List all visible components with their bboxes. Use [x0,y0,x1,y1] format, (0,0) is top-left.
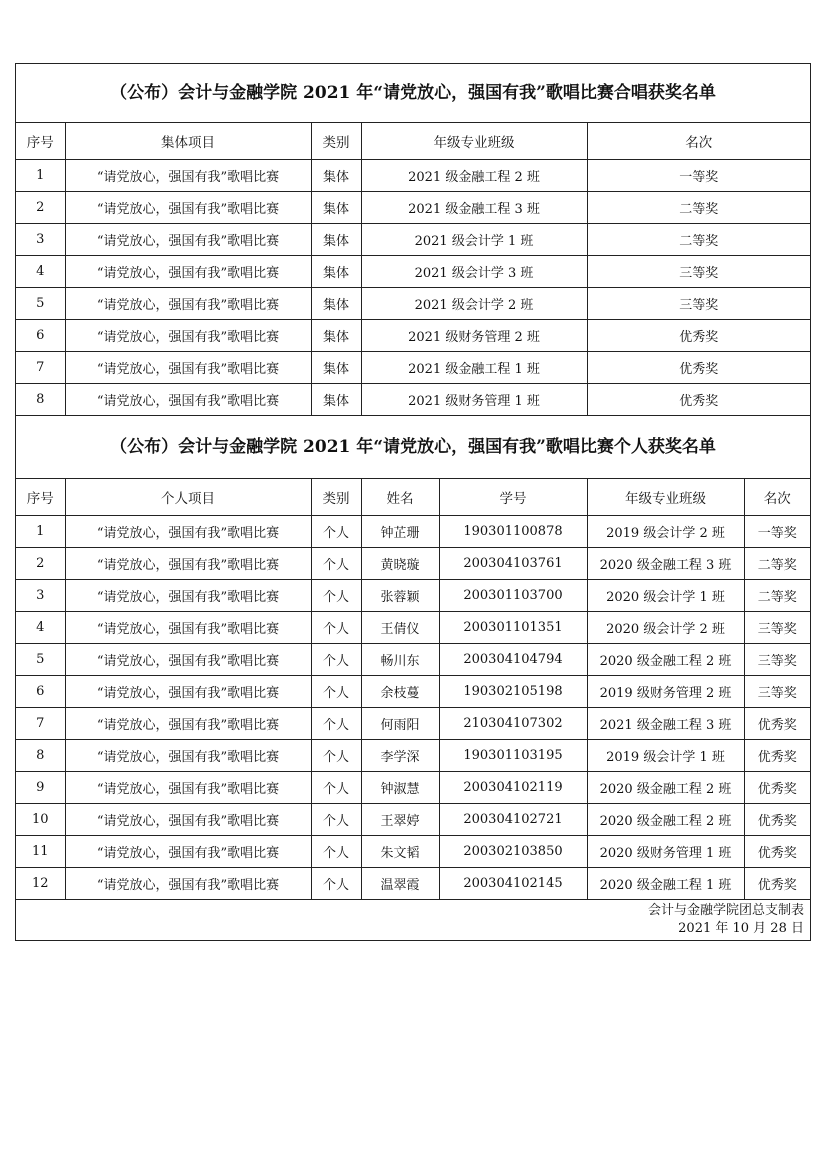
cell-name: 余枝蔓 [361,676,439,708]
cell-rank: 三等奖 [587,256,810,288]
cell-student-id: 200304103761 [439,548,587,580]
cell-class: 2021 级金融工程 1 班 [361,352,587,384]
cell-rank: 二等奖 [744,548,810,580]
cell-class: 2020 级会计学 2 班 [587,612,744,644]
cell-index: 4 [16,612,65,644]
cell-project: “请党放心，强国有我”歌唱比赛 [65,288,311,320]
cell-category: 个人 [311,580,361,612]
header-individual-project: 个人项目 [65,479,311,516]
cell-project: “请党放心，强国有我”歌唱比赛 [65,192,311,224]
cell-rank: 优秀奖 [587,320,810,352]
cell-name: 何雨阳 [361,708,439,740]
cell-student-id: 200301103700 [439,580,587,612]
cell-category: 集体 [311,192,361,224]
cell-category: 个人 [311,644,361,676]
cell-index: 12 [16,868,65,900]
cell-project: “请党放心，强国有我”歌唱比赛 [65,224,311,256]
cell-student-id: 200304102145 [439,868,587,900]
header-index: 序号 [16,123,65,160]
table-row [16,644,810,676]
cell-student-id: 190301103195 [439,740,587,772]
table-row [16,288,810,320]
cell-project: “请党放心，强国有我”歌唱比赛 [65,384,311,416]
individual-table-header [16,479,810,516]
table-row [16,772,810,804]
cell-name: 张蓉颖 [361,580,439,612]
cell-class: 2020 级金融工程 1 班 [587,868,744,900]
cell-class: 2020 级金融工程 3 班 [587,548,744,580]
header-name: 姓名 [361,479,439,516]
cell-category: 集体 [311,384,361,416]
header-class: 年级专业班级 [361,123,587,160]
cell-project: “请党放心，强国有我”歌唱比赛 [65,516,311,548]
cell-project: “请党放心，强国有我”歌唱比赛 [65,804,311,836]
cell-index: 6 [16,320,65,352]
cell-index: 3 [16,580,65,612]
cell-name: 王翠婷 [361,804,439,836]
cell-project: “请党放心，强国有我”歌唱比赛 [65,740,311,772]
cell-rank: 优秀奖 [587,352,810,384]
table-row [16,612,810,644]
cell-class: 2020 级金融工程 2 班 [587,804,744,836]
cell-project: “请党放心，强国有我”歌唱比赛 [65,160,311,192]
cell-index: 3 [16,224,65,256]
cell-class: 2020 级金融工程 2 班 [587,644,744,676]
cell-index: 10 [16,804,65,836]
cell-student-id: 200304104794 [439,644,587,676]
cell-name: 钟芷珊 [361,516,439,548]
header-category: 类别 [311,123,361,160]
table-row [16,580,810,612]
cell-project: “请党放心，强国有我”歌唱比赛 [65,580,311,612]
header-group-project: 集体项目 [65,123,311,160]
header-index: 序号 [16,479,65,516]
cell-rank: 优秀奖 [587,384,810,416]
table-row [16,804,810,836]
cell-category: 个人 [311,804,361,836]
cell-rank: 二等奖 [587,224,810,256]
cell-project: “请党放心，强国有我”歌唱比赛 [65,352,311,384]
cell-class: 2021 级金融工程 2 班 [361,160,587,192]
cell-category: 个人 [311,548,361,580]
cell-index: 5 [16,288,65,320]
cell-category: 集体 [311,224,361,256]
cell-index: 1 [16,160,65,192]
cell-class: 2021 级会计学 1 班 [361,224,587,256]
cell-student-id: 200302103850 [439,836,587,868]
header-class: 年级专业班级 [587,479,744,516]
cell-rank: 优秀奖 [744,836,810,868]
cell-index: 5 [16,644,65,676]
cell-project: “请党放心，强国有我”歌唱比赛 [65,676,311,708]
cell-class: 2019 级会计学 2 班 [587,516,744,548]
cell-index: 7 [16,708,65,740]
cell-rank: 三等奖 [744,612,810,644]
header-student-id: 学号 [439,479,587,516]
cell-project: “请党放心，强国有我”歌唱比赛 [65,644,311,676]
cell-name: 钟淑慧 [361,772,439,804]
cell-category: 集体 [311,320,361,352]
table-row [16,868,810,900]
cell-index: 7 [16,352,65,384]
table-row [16,384,810,416]
table-row [16,548,810,580]
cell-category: 个人 [311,868,361,900]
cell-project: “请党放心，强国有我”歌唱比赛 [65,836,311,868]
issuer-text: 会计与金融学院团总支制表 [647,903,804,918]
cell-student-id: 190302105198 [439,676,587,708]
cell-category: 个人 [311,516,361,548]
cell-index: 1 [16,516,65,548]
cell-class: 2019 级财务管理 2 班 [587,676,744,708]
cell-student-id: 200304102721 [439,804,587,836]
table-row [16,676,810,708]
group-award-title: （公布）会计与金融学院 2021 年“请党放心，强国有我”歌唱比赛合唱获奖名单 [16,64,810,123]
cell-class: 2019 级会计学 1 班 [587,740,744,772]
table-row [16,740,810,772]
individual-award-title: （公布）会计与金融学院 2021 年“请党放心，强国有我”歌唱比赛个人获奖名单 [16,416,810,479]
cell-project: “请党放心，强国有我”歌唱比赛 [65,320,311,352]
cell-student-id: 190301100878 [439,516,587,548]
cell-project: “请党放心，强国有我”歌唱比赛 [65,548,311,580]
cell-index: 6 [16,676,65,708]
issue-date: 2021 年 10 月 28 日 [678,921,804,936]
cell-class: 2021 级金融工程 3 班 [361,192,587,224]
cell-index: 2 [16,192,65,224]
table-row [16,320,810,352]
cell-project: “请党放心，强国有我”歌唱比赛 [65,868,311,900]
cell-index: 8 [16,740,65,772]
document-footer [16,899,810,940]
cell-category: 集体 [311,288,361,320]
cell-project: “请党放心，强国有我”歌唱比赛 [65,708,311,740]
table-row [16,160,810,192]
cell-student-id: 210304107302 [439,708,587,740]
table-row [16,192,810,224]
cell-category: 集体 [311,160,361,192]
table-row [16,256,810,288]
table-row [16,516,810,548]
cell-class: 2020 级会计学 1 班 [587,580,744,612]
cell-name: 朱文韬 [361,836,439,868]
cell-rank: 三等奖 [744,676,810,708]
cell-rank: 优秀奖 [744,740,810,772]
cell-class: 2021 级会计学 3 班 [361,256,587,288]
cell-rank: 三等奖 [744,644,810,676]
cell-rank: 一等奖 [744,516,810,548]
cell-category: 个人 [311,612,361,644]
cell-rank: 二等奖 [587,192,810,224]
cell-class: 2021 级财务管理 2 班 [361,320,587,352]
cell-name: 温翠霞 [361,868,439,900]
cell-category: 个人 [311,740,361,772]
cell-name: 黄晓璇 [361,548,439,580]
cell-class: 2021 级会计学 2 班 [361,288,587,320]
cell-rank: 优秀奖 [744,868,810,900]
cell-index: 9 [16,772,65,804]
cell-rank: 优秀奖 [744,772,810,804]
cell-category: 集体 [311,352,361,384]
cell-category: 个人 [311,836,361,868]
cell-rank: 二等奖 [744,580,810,612]
cell-rank: 三等奖 [587,288,810,320]
cell-project: “请党放心，强国有我”歌唱比赛 [65,612,311,644]
cell-category: 个人 [311,772,361,804]
cell-class: 2021 级财务管理 1 班 [361,384,587,416]
cell-rank: 优秀奖 [744,708,810,740]
cell-category: 个人 [311,676,361,708]
cell-rank: 一等奖 [587,160,810,192]
cell-index: 8 [16,384,65,416]
cell-index: 11 [16,836,65,868]
cell-name: 李学深 [361,740,439,772]
cell-category: 个人 [311,708,361,740]
header-rank: 名次 [587,123,810,160]
cell-project: “请党放心，强国有我”歌唱比赛 [65,772,311,804]
cell-category: 集体 [311,256,361,288]
group-table-header [16,123,810,160]
cell-index: 2 [16,548,65,580]
table-row [16,352,810,384]
cell-project: “请党放心，强国有我”歌唱比赛 [65,256,311,288]
cell-name: 王倩仪 [361,612,439,644]
table-row [16,224,810,256]
cell-class: 2020 级财务管理 1 班 [587,836,744,868]
cell-rank: 优秀奖 [744,804,810,836]
header-rank: 名次 [744,479,810,516]
group-award-table [16,123,810,416]
table-row [16,708,810,740]
cell-class: 2021 级金融工程 3 班 [587,708,744,740]
award-document [15,63,811,941]
cell-name: 畅川东 [361,644,439,676]
cell-class: 2020 级金融工程 2 班 [587,772,744,804]
individual-award-table [16,479,810,899]
cell-student-id: 200304102119 [439,772,587,804]
cell-student-id: 200301101351 [439,612,587,644]
cell-index: 4 [16,256,65,288]
table-row [16,836,810,868]
header-category: 类别 [311,479,361,516]
